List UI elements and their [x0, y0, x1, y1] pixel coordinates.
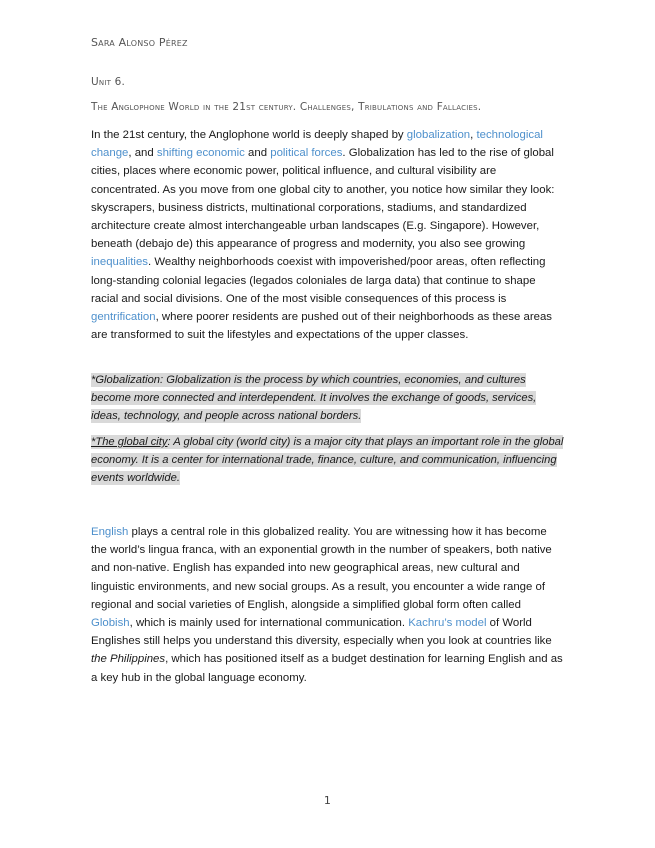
- highlighted-term: political forces: [270, 147, 343, 160]
- paragraph-english: [91, 523, 565, 687]
- highlighted-term: gentrification: [91, 311, 156, 324]
- definition-term: *Globalization:: [91, 374, 164, 386]
- highlighted-term: technological change: [91, 129, 543, 160]
- definition-text: : A global city (world city) is a major city that plays an important role in the global economy. It is a center for international trade, finance, culture, and communication, influencing events worldwide.: [91, 436, 564, 485]
- text-run: , which is mainly used for international communication.: [129, 617, 409, 630]
- paragraph-globalization: [91, 126, 565, 344]
- highlighted-term: Globish: [91, 617, 130, 630]
- text-run: , and: [128, 147, 157, 160]
- page-number: 1: [323, 794, 332, 807]
- text-run: ,: [470, 129, 477, 141]
- highlighted-term: globalization: [406, 129, 471, 141]
- author-name: Sara Alonso Pérez: [91, 36, 188, 49]
- text-run: , where poorer residents are pushed out of their neighborhoods as these areas are transformed to suit the lifestyles and expectations of the upper classes.: [91, 311, 552, 342]
- highlighted-term: shifting economic: [156, 147, 245, 160]
- text-run: , which has positioned itself as a budget destination for learning English and as a key hub in the global language economy.: [91, 653, 563, 684]
- text-run: . Globalization has led to the rise of global cities, places where economic power, political influence, and cultural visibility are concentrated. As you move from one global city to another, you notice how similar they look: skyscrapers, business districts, multinational corporations, stadiums, and standardized architecture create almost interchangeable urban landscapes (E.g. Singapore). However, beneath (debajo de) this appearance of progress and modernity, you also see growing: [91, 147, 555, 251]
- text-run: . Wealthy neighborhoods coexist with impoverished/poor areas, often reflecting long-standing colonial legacies (legados coloniales de larga data) that continue to shape racial and social divisions. One of the most visible consequences of this process is: [91, 256, 546, 305]
- definition-global-city: [91, 433, 565, 488]
- text-run: and: [244, 147, 271, 160]
- text-run: of World Englishes still helps you understand this diversity, especially when you look at countries like: [91, 617, 552, 648]
- section-heading: The Anglophone World in the 21st century. Challenges, Tribulations and Fallacies.: [91, 101, 482, 113]
- definition-globalization: [91, 371, 565, 426]
- text-run: In the 21st century, the Anglophone world is deeply shaped by: [91, 129, 407, 141]
- highlighted-term: inequalities: [91, 256, 148, 269]
- highlighted-term: Kachru’s model: [408, 617, 487, 630]
- highlighted-term: English: [91, 526, 129, 538]
- italic-text: the Philippines: [91, 653, 166, 666]
- unit-label: Unit 6.: [91, 76, 126, 88]
- definition-text: Globalization is the process by which countries, economies, and cultures become more connected and interdependent. It involves the exchange of goods, services, ideas, technology, and people across national borders.: [91, 374, 537, 423]
- definition-term: *The global city: [91, 436, 168, 448]
- text-run: plays a central role in this globalized reality. You are witnessing how it has become the world’s lingua franca, with an exponential growth in the number of speakers, both native and non-native. English has expanded into new geographical areas, new cultural and linguistic environments, and new social groups. As a result, you encounter a wide range of regional and social varieties of English, alongside a simplified global form often called: [91, 526, 552, 611]
